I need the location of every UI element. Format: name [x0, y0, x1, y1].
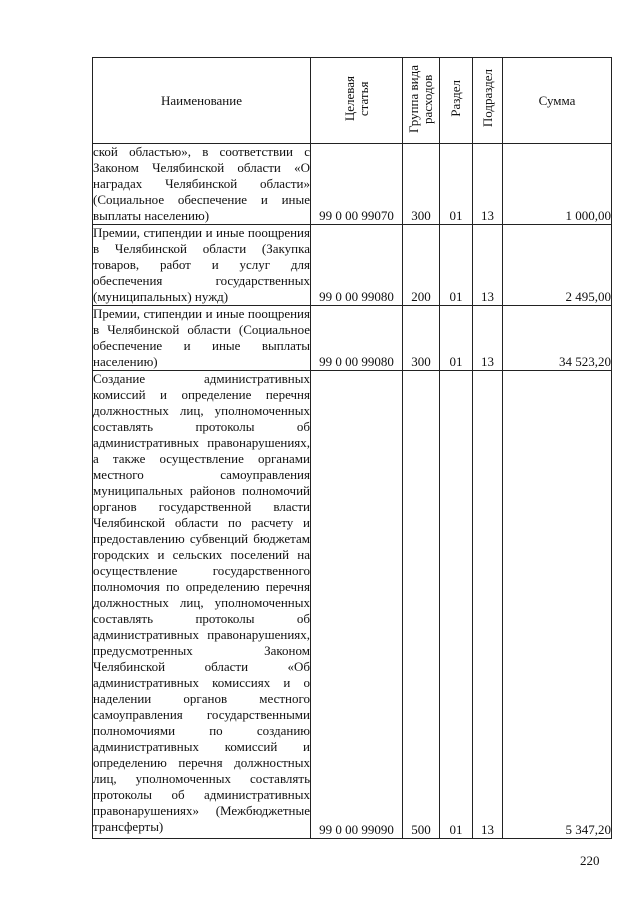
header-name: Наименование: [93, 58, 311, 144]
row-sum: 34 523,20: [503, 306, 612, 371]
row-group: 200: [403, 225, 440, 306]
table-header-row: [93, 58, 612, 144]
row-target: 99 0 00 99090: [311, 371, 403, 839]
header-section: Раздел: [440, 58, 473, 144]
row-section: 01: [440, 371, 473, 839]
header-sum: Сумма: [503, 58, 612, 144]
row-section: 01: [440, 144, 473, 225]
table-row: [93, 371, 612, 839]
row-section: 01: [440, 225, 473, 306]
row-name: ской областью», в соответствии с Законом Челябинской области «О наградах Челябинской области» (Социальное обеспечение и иные выплаты населению): [93, 144, 310, 223]
row-subsection: 13: [473, 306, 503, 371]
header-group: Группа вида расходов: [403, 58, 440, 144]
page-number: 220: [580, 853, 600, 868]
row-section: 01: [440, 306, 473, 371]
row-sum: 2 495,00: [503, 225, 612, 306]
row-subsection: 13: [473, 225, 503, 306]
header-target: Целевая статья: [311, 58, 403, 144]
budget-table: [92, 57, 612, 839]
row-group: 300: [403, 306, 440, 371]
row-target: 99 0 00 99080: [311, 306, 403, 371]
row-name: Премии, стипендии и иные поощрения в Челябинской области (Закупка товаров, работ и услуг для обеспечения государственных (муниципальных) нужд): [93, 225, 310, 304]
table-row: [93, 225, 612, 306]
row-group: 300: [403, 144, 440, 225]
row-sum: 5 347,20: [503, 371, 612, 839]
row-group: 500: [403, 371, 440, 839]
table-row: [93, 144, 612, 225]
row-target: 99 0 00 99080: [311, 225, 403, 306]
table-row: [93, 306, 612, 371]
row-subsection: 13: [473, 144, 503, 225]
row-subsection: 13: [473, 371, 503, 839]
row-sum: 1 000,00: [503, 144, 612, 225]
row-name: Создание административных комиссий и определение перечня должностных лиц, уполномоченных составлять протоколы об административных правонарушениях, а также осуществление органами местного самоуправления муниципальных районов полномочий органов государственной власти Челябинской области по расчету и предоставлению субвенций бюджетам городских и сельских поселений на осуществление государственного полномочия по определению перечня должностных лиц, уполномоченных составлять протоколы об административных правонарушениях, предусмотренных Законом Челябинской области «Об административных комиссиях и о наделении органов местного самоуправления государственными полномочиями по созданию административных комиссий и определению перечня должностных лиц, уполномоченных составлять протоколы об административных правонарушениях» (Межбюджетные трансферты): [93, 371, 311, 839]
row-name: Премии, стипендии и иные поощрения в Челябинской области (Социальное обеспечение и иные выплаты населению): [93, 306, 310, 369]
header-subsection: Подраздел: [473, 58, 503, 144]
row-target: 99 0 00 99070: [311, 144, 403, 225]
